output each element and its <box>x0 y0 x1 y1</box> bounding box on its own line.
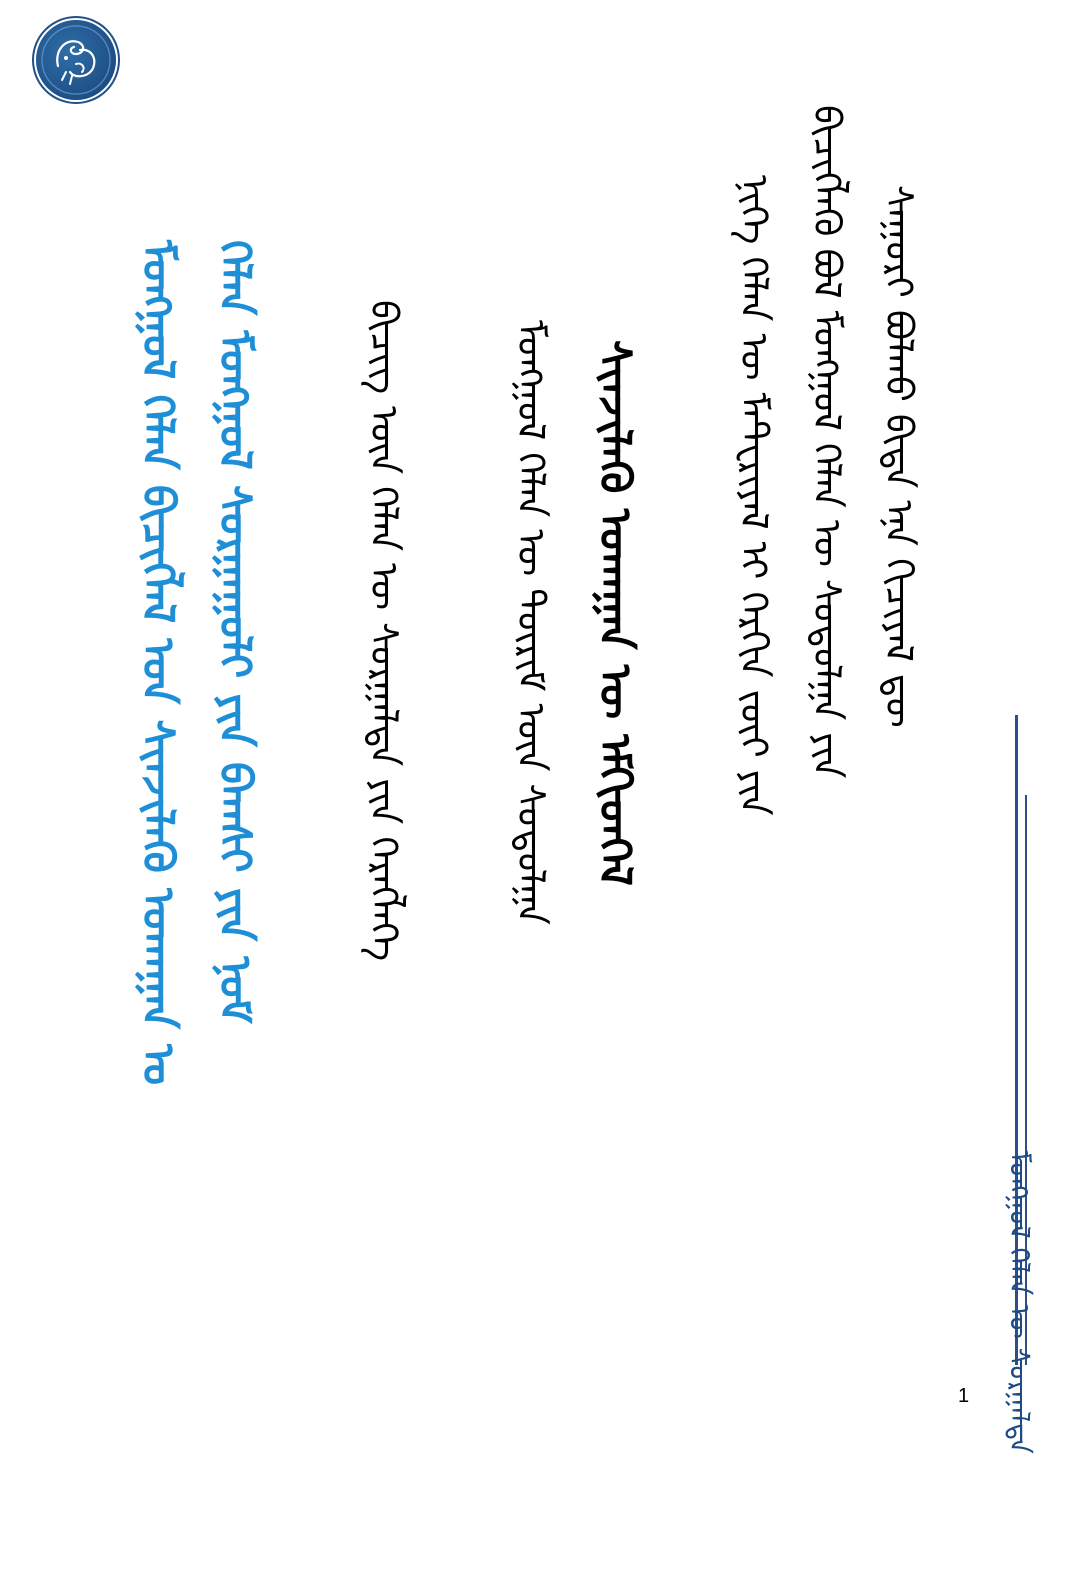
body-line-3: ᠰᠠᠭᠤᠷᠢ ᠪᠣᠯᠬᠤ ᠪᠢᠳᠡ ᠡᠨᠡ ᠬᠢᠴᠢᠶᠡᠯ ᠳᠦ <box>877 185 921 728</box>
body-line-1: ᠨᠢᠭᠡ ᠬᠡᠯᠡᠨ ᠦ ᠮᠠᠲ᠋ᠧᠷᠢᠶᠠᠯ ᠢ ᠬᠡᠷᠬᠢᠨ ᠵᠦᠢ ᠶᠢᠨ <box>732 175 776 816</box>
title-line-1: ᠮᠣᠩᠭᠣᠯ ᠬᠡᠯᠡᠨ ᠪᠢᠴᠢᠭᠯᠡᠯ ᠤᠨ ᠰᠢᠨᠵᠢᠯᠡᠬᠦ ᠤᠬᠠᠭᠠᠨ ᠤ <box>132 240 183 1086</box>
page-number: 1 <box>958 1385 970 1407</box>
footer-text: ᠮᠣᠩᠭᠣᠯ ᠬᠡᠯᠡᠨ ᠦ ᠰᠤᠷᠭᠠᠯᠲᠠ <box>1003 1150 1036 1454</box>
emblem-logo-icon <box>36 20 116 100</box>
body-line-2: ᠪᠢᠴᠢᠭᠯᠡᠬᠦ ᠪᠣᠯ ᠮᠣᠩᠭᠣᠯ ᠬᠡᠯᠡᠨ ᠦ ᠰᠤᠳᠤᠯᠭᠠ ᠶᠢᠨ <box>805 105 849 779</box>
section-heading-line-2: ᠰᠢᠨᠵᠢᠯᠡᠬᠦ ᠤᠬᠠᠭᠠᠨ ᠦ ᠡᠮᠬᠢᠳᠬᠡᠯ <box>589 340 640 886</box>
subtitle-line: ᠪᠢᠴᠢᠭ ᠦᠨ ᠬᠡᠯᠡᠨ ᠦ ᠰᠤᠷᠭᠠᠯᠲᠠ ᠶᠢᠨ ᠬᠡᠷᠡᠭᠯᠡᠭᠡ <box>362 300 406 962</box>
section-heading-line-1: ᠮᠣᠩᠭᠣᠯ ᠬᠡᠯᠡᠨ ᠦ ᠳᠦᠷᠢᠮ ᠦᠨ ᠰᠤᠳᠤᠯᠭᠠ <box>509 320 553 925</box>
title-line-2: ᠬᠡᠯᠡᠨ ᠮᠣᠩᠭᠣᠯ ᠰᠤᠷᠭᠠᠭᠤᠯᠢ ᠶᠢᠨ ᠪᠠᠭᠰᠢ ᠶᠢᠨ ᠨᠣᠮ <box>209 240 260 1024</box>
